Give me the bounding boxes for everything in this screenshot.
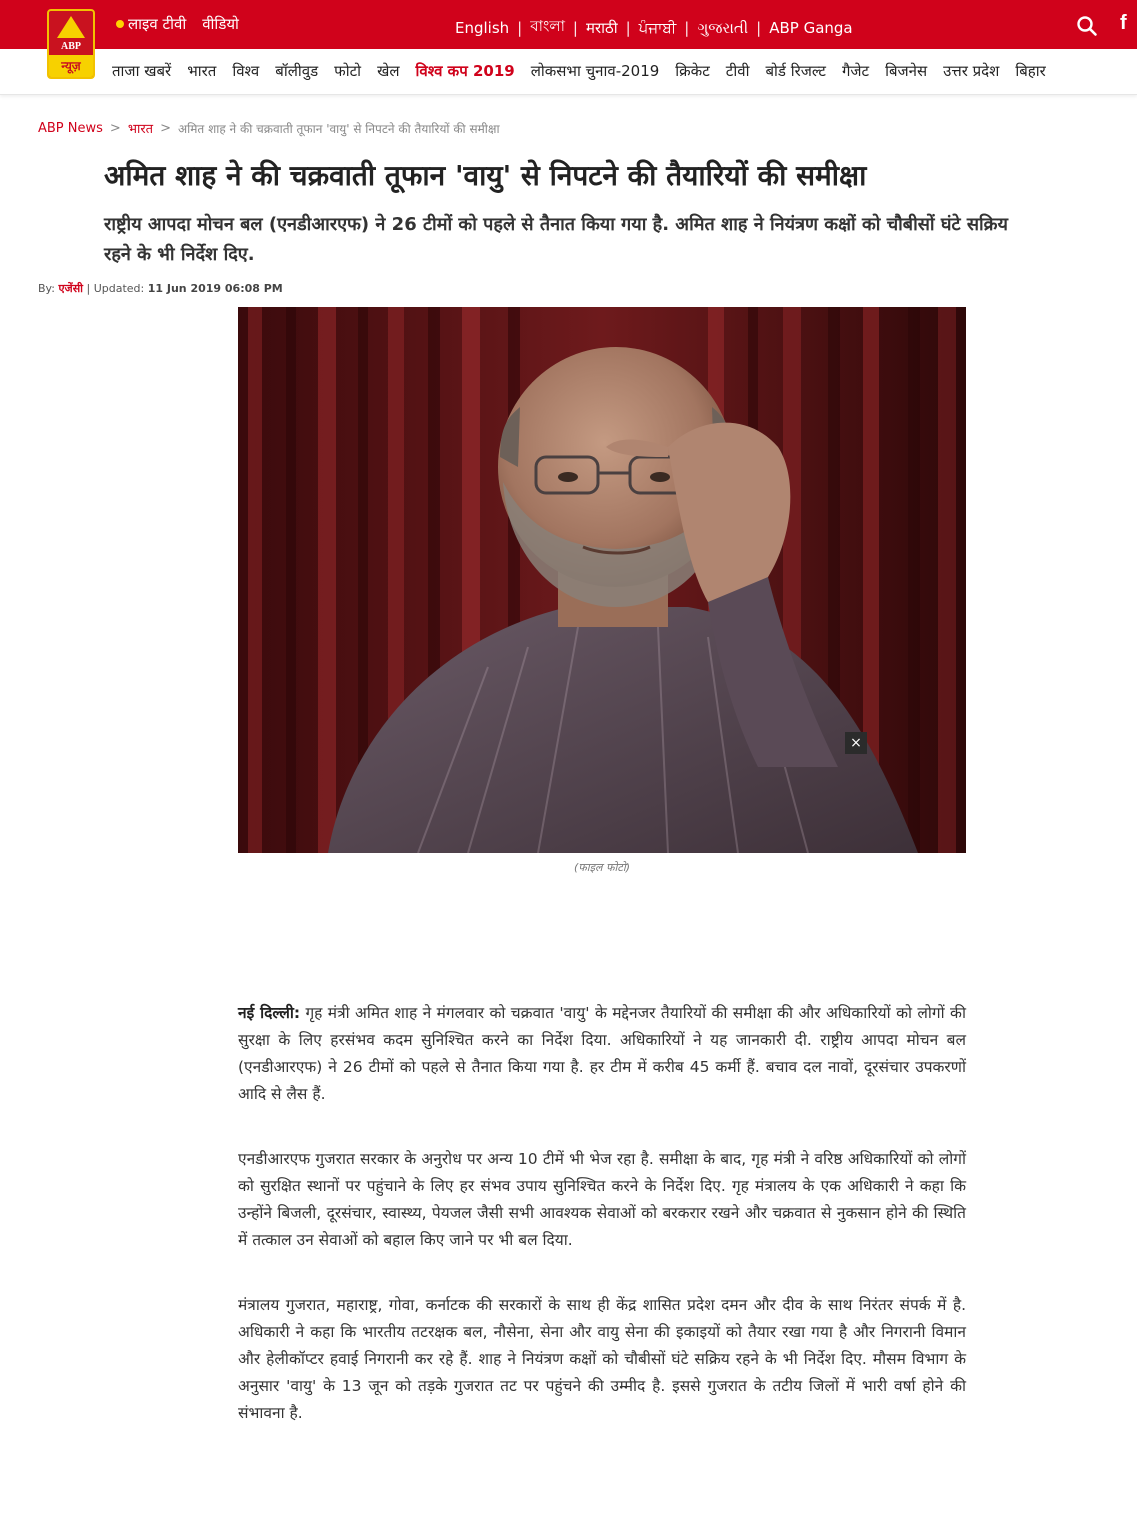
- by-label: By:: [38, 282, 55, 295]
- search-icon[interactable]: [1076, 15, 1098, 37]
- image-caption: (फाइल फोटो): [574, 861, 630, 874]
- divider: |: [625, 18, 631, 37]
- divider: |: [572, 18, 578, 37]
- lang-gujarati[interactable]: ગુજરાતી: [697, 18, 749, 37]
- video-link[interactable]: वीडियो: [202, 15, 239, 33]
- top-left-links: [116, 14, 239, 34]
- live-dot-icon: [116, 20, 124, 28]
- breadcrumb: [38, 119, 500, 137]
- paragraph-text: गृह मंत्री अमित शाह ने मंगलवार को चक्रवात 'वायु' के मद्देनजर तैयारियों की समीक्षा की और अधिकारियों को लोगों की सुरक्षा के लिए हरसंभव कदम सुनिश्चित करने का निर्देश दिया. अधिकारियों ने यह जानकारी दी. राष्ट्रीय आपदा मोचन बल (एनडीआरएफ) ने 26 टीमों को पहले से तैनात किया गया है. हर टीम में करीब 45 कर्मी हैं. बचाव दल नावों, दूरसंचार उपकरणों आदि से लैस हैं.: [238, 1004, 966, 1103]
- nav-item-india[interactable]: भारत: [187, 62, 217, 80]
- lang-marathi[interactable]: मराठी: [585, 18, 618, 37]
- lang-abp-ganga[interactable]: ABP Ganga: [769, 18, 853, 37]
- language-switcher: [455, 15, 853, 40]
- logo-abp-text: ABP: [61, 41, 81, 52]
- article-hero-image: [238, 307, 966, 853]
- lang-bangla[interactable]: বাংলা: [530, 17, 565, 35]
- updated-label: | Updated:: [86, 282, 145, 295]
- breadcrumb-separator: >: [109, 120, 121, 136]
- nav-item-tv[interactable]: टीवी: [725, 62, 750, 80]
- breadcrumb-home[interactable]: ABP News: [38, 120, 103, 136]
- main-nav: [0, 49, 1137, 95]
- nav-item-world[interactable]: विश्व: [232, 62, 260, 80]
- logo-triangle: [57, 16, 85, 38]
- top-bar: [0, 0, 1137, 49]
- divider: |: [684, 18, 690, 37]
- nav-list: [112, 61, 1046, 81]
- breadcrumb-separator: >: [160, 120, 171, 136]
- nav-item-elections[interactable]: लोकसभा चुनाव-2019: [530, 62, 660, 80]
- facebook-icon[interactable]: f: [1120, 12, 1127, 34]
- byline: [38, 281, 283, 296]
- logo-news-text: न्यूज़: [49, 55, 93, 77]
- live-tv-link[interactable]: [116, 14, 186, 34]
- nav-item-bihar[interactable]: बिहार: [1015, 62, 1046, 80]
- abp-news-logo[interactable]: [47, 9, 95, 79]
- nav-item-photo[interactable]: फोटो: [334, 62, 362, 80]
- dateline: नई दिल्ली:: [238, 1004, 301, 1022]
- nav-item-world-cup[interactable]: विश्व कप 2019: [415, 62, 515, 80]
- nav-item-latest[interactable]: ताजा खबरें: [112, 62, 172, 80]
- nav-item-sports[interactable]: खेल: [377, 62, 400, 80]
- lang-english[interactable]: English: [455, 18, 510, 37]
- divider: |: [756, 18, 762, 37]
- article-paragraph: एनडीआरएफ गुजरात सरकार के अनुरोध पर अन्य 10 टीमें भी भेज रहा है. समीक्षा के बाद, गृह मंत्री ने वरिष्ठ अधिकारियों को लोगों को सुरक्षित स्थानों पर पहुंचाने के लिए हर संभव उपाय सुनिश्चित करने के निर्देश दिए. गृह मंत्रालय के एक अधिकारी ने कहा कि उन्होंने बिजली, दूरसंचार, स्वास्थ्य, पेयजल जैसी सभी आवश्यक सेवाओं को बरकरार रखने और चक्रवात से नुकसान होने की स्थिति में तत्काल उन सेवाओं को बहाल किए जाने पर भी बल दिया.: [238, 1150, 966, 1249]
- author-link[interactable]: एजेंसी: [58, 282, 83, 295]
- nav-item-gadget[interactable]: गैजेट: [841, 62, 870, 80]
- article-body: [238, 1000, 966, 1465]
- breadcrumb-current: अमित शाह ने की चक्रवाती तूफान 'वायु' से निपटने की तैयारियों की समीक्षा: [177, 121, 500, 136]
- breadcrumb-section[interactable]: भारत: [127, 122, 154, 137]
- nav-item-board-result[interactable]: बोर्ड रिजल्ट: [765, 62, 826, 80]
- close-icon[interactable]: ×: [845, 732, 867, 754]
- article-paragraph: [238, 1000, 966, 1108]
- nav-item-bollywood[interactable]: बॉलीवुड: [275, 62, 319, 80]
- divider: |: [517, 18, 523, 37]
- lang-punjabi[interactable]: ਪੰਜਾਬੀ: [638, 18, 677, 37]
- live-tv-label: लाइव टीवी: [128, 15, 187, 33]
- article-paragraph: मंत्रालय गुजरात, महाराष्ट्र, गोवा, कर्नाटक की सरकारों के साथ ही केंद्र शासित प्रदेश दमन और दीव के साथ निरंतर संपर्क में है. अधिकारी ने कहा कि भारतीय तटरक्षक बल, नौसेना, सेना और वायु सेना की इकाइयों को तैयार रखा गया है और निगरानी विमान और हेलीकॉप्टर हवाई निगरानी कर रहे हैं. शाह ने नियंत्रण कक्षों को चौबीसों घंटे सक्रिय रहने के भी निर्देश दिए. मौसम विभाग के अनुसार 'वायु' के 13 जून को तड़के गुजरात तट पर पहुंचने की उम्मीद है. इससे गुजरात के तटीय जिलों में भारी वर्षा होने की संभावना है.: [238, 1296, 966, 1422]
- nav-item-cricket[interactable]: क्रिकेट: [675, 62, 710, 80]
- nav-item-uttar-pradesh[interactable]: उत्तर प्रदेश: [943, 62, 1000, 80]
- updated-date: 11 Jun 2019 06:08 PM: [147, 282, 283, 295]
- article-title: अमित शाह ने की चक्रवाती तूफान 'वायु' से निपटने की तैयारियों की समीक्षा: [104, 159, 867, 192]
- article-subtitle: राष्ट्रीय आपदा मोचन बल (एनडीआरएफ) ने 26 टीमों को पहले से तैनात किया गया है. अमित शाह ने नियंत्रण कक्षों को चौबीसों घंटे सक्रिय रहने के भी निर्देश दिए.: [104, 214, 1008, 265]
- nav-item-business[interactable]: बिजनेस: [885, 62, 928, 80]
